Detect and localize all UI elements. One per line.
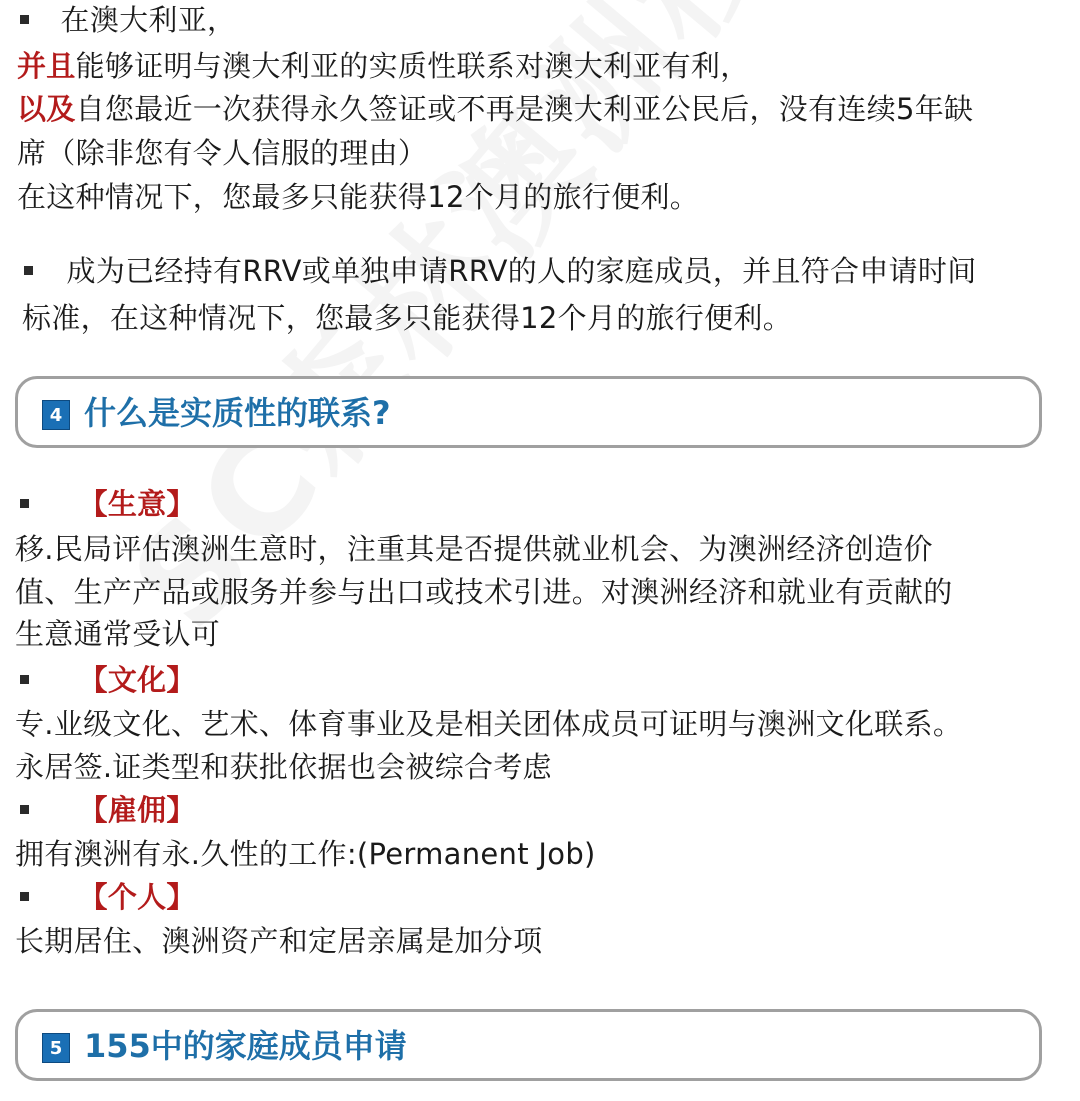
tie-culture-line2: 永居签.证类型和获批依据也会被综合考虑 — [15, 750, 552, 784]
section-number-badge: 5 — [42, 1033, 70, 1063]
section-title: 什么是实质性的联系? — [84, 394, 391, 432]
tie-label: 【雇佣】 — [78, 793, 196, 827]
also-text: 自您最近一次获得永久签证或不再是澳大利亚公民后，没有连续5年缺 — [75, 92, 974, 126]
also-label: 以及 — [17, 92, 76, 126]
family-line2: 标准，在这种情况下，您最多只能获得12个月的旅行便利。 — [22, 301, 793, 335]
tie-label: 【生意】 — [78, 487, 196, 521]
conclusion-text: 在这种情况下，您最多只能获得12个月的旅行便利。 — [17, 180, 700, 214]
tie-label: 【个人】 — [78, 880, 196, 914]
bullet-text: 在澳大利亚， — [60, 3, 237, 37]
also-condition — [17, 89, 973, 130]
bullet-item-in-australia — [20, 0, 236, 41]
family-member-item — [24, 251, 977, 292]
tie-personal-line1: 长期居住、澳洲资产和定居亲属是加分项 — [15, 924, 543, 958]
section-4-header — [15, 376, 1042, 448]
tie-label-personal — [20, 877, 196, 918]
section-number-badge: 4 — [42, 400, 70, 430]
tie-label: 【文化】 — [78, 663, 196, 697]
bullet-icon — [20, 499, 29, 508]
bullet-icon — [24, 266, 33, 275]
bullet-icon — [20, 675, 29, 684]
tie-label-business — [20, 484, 196, 525]
tie-label-culture — [20, 660, 196, 701]
tie-label-employment — [20, 790, 196, 831]
and-condition — [17, 46, 750, 87]
section-title: 155中的家庭成员申请 — [84, 1027, 407, 1065]
section-5-header — [15, 1009, 1042, 1081]
tie-business-line3: 生意通常受认可 — [15, 617, 221, 651]
tie-employment-line1: 拥有澳洲有永.久性的工作:(Permanent Job) — [15, 837, 596, 871]
tie-business-line2: 值、生产产品或服务并参与出口或技术引进。对澳洲经济和就业有贡献的 — [15, 575, 953, 609]
also-condition-continued: 席（除非您有令人信服的理由） — [17, 136, 428, 170]
bullet-icon — [20, 15, 29, 24]
tie-culture-line1: 专.业级文化、艺术、体育事业及是相关团体成员可证明与澳洲文化联系。 — [15, 707, 963, 741]
and-text: 能够证明与澳大利亚的实质性联系对澳大利亚有利， — [75, 49, 750, 83]
and-label: 并且 — [17, 49, 76, 83]
bullet-icon — [20, 892, 29, 901]
bullet-icon — [20, 805, 29, 814]
family-line1: 成为已经持有RRV或单独申请RRV的人的家庭成员，并且符合申请时间 — [66, 254, 977, 288]
tie-business-line1: 移.民局评估澳洲生意时，注重其是否提供就业机会、为澳洲经济创造价 — [15, 532, 933, 566]
